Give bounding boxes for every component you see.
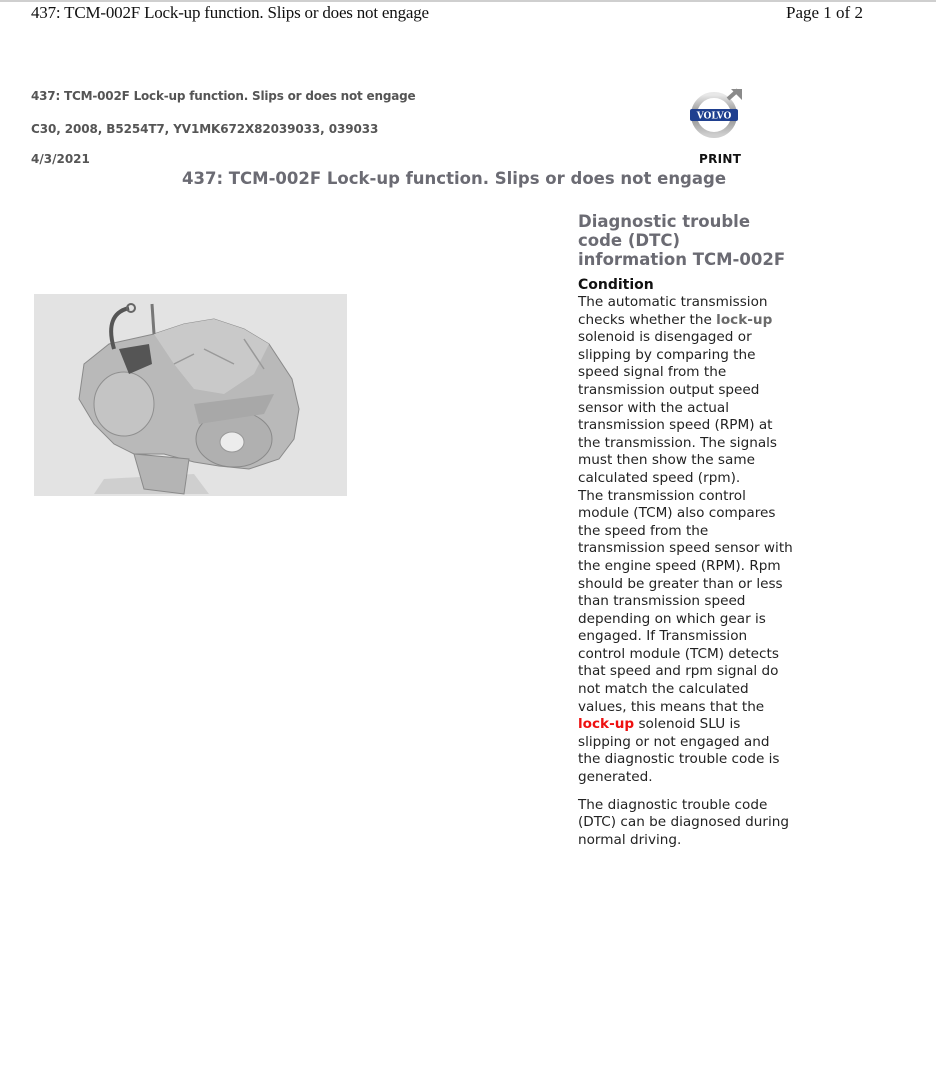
dtc-info-panel xyxy=(578,212,793,859)
volvo-logo-icon xyxy=(686,87,748,139)
condition-text-part: solenoid is disengaged or slipping by comparing the speed signal from the transmission output speed sensor with the actual transmission speed (RPM) at the transmission. The signals must then show the same calculated speed (rpm). xyxy=(578,329,778,486)
condition-text xyxy=(578,294,793,787)
condition-text-part: The transmission control module (TCM) also compares the speed from the transmission speed sensor with the engine speed (RPM). Rpm should be greater than or less than transmission speed depending on which gear is engaged. If Transmission control module (TCM) detects that speed and rpm signal do not match the calculated values, this means that the xyxy=(578,487,793,715)
meta-title: 437: TCM-002F Lock-up function. Slips or does not engage xyxy=(31,89,416,103)
vehicle-info: C30, 2008, B5254T7, YV1MK672X82039033, 039033 xyxy=(31,122,379,136)
lock-up-link[interactable]: lock-up xyxy=(716,311,773,328)
print-button[interactable]: PRINT xyxy=(699,152,742,166)
dtc-heading: Diagnostic trouble code (DTC) information TCM-002F xyxy=(578,212,786,269)
condition-text-part: The automatic transmission checks whether the xyxy=(578,294,768,328)
condition-label: Condition xyxy=(578,277,654,293)
lock-up-link-highlighted[interactable]: lock-up xyxy=(578,716,635,733)
transmission-image xyxy=(34,294,347,496)
svg-text:VOLVO: VOLVO xyxy=(696,111,732,122)
page-indicator: Page 1 of 2 xyxy=(786,3,863,22)
page-title: 437: TCM-002F Lock-up function. Slips or does not engage xyxy=(182,169,727,188)
print-header-title: 437: TCM-002F Lock-up function. Slips or does not engage xyxy=(31,3,429,22)
condition-text-part: solenoid SLU is slipping or not engaged and the diagnostic trouble code is generated. xyxy=(578,716,780,786)
diagnosis-note: The diagnostic trouble code (DTC) can be diagnosed during normal driving. xyxy=(578,796,789,848)
print-header xyxy=(0,2,936,24)
document-date: 4/3/2021 xyxy=(31,152,90,166)
